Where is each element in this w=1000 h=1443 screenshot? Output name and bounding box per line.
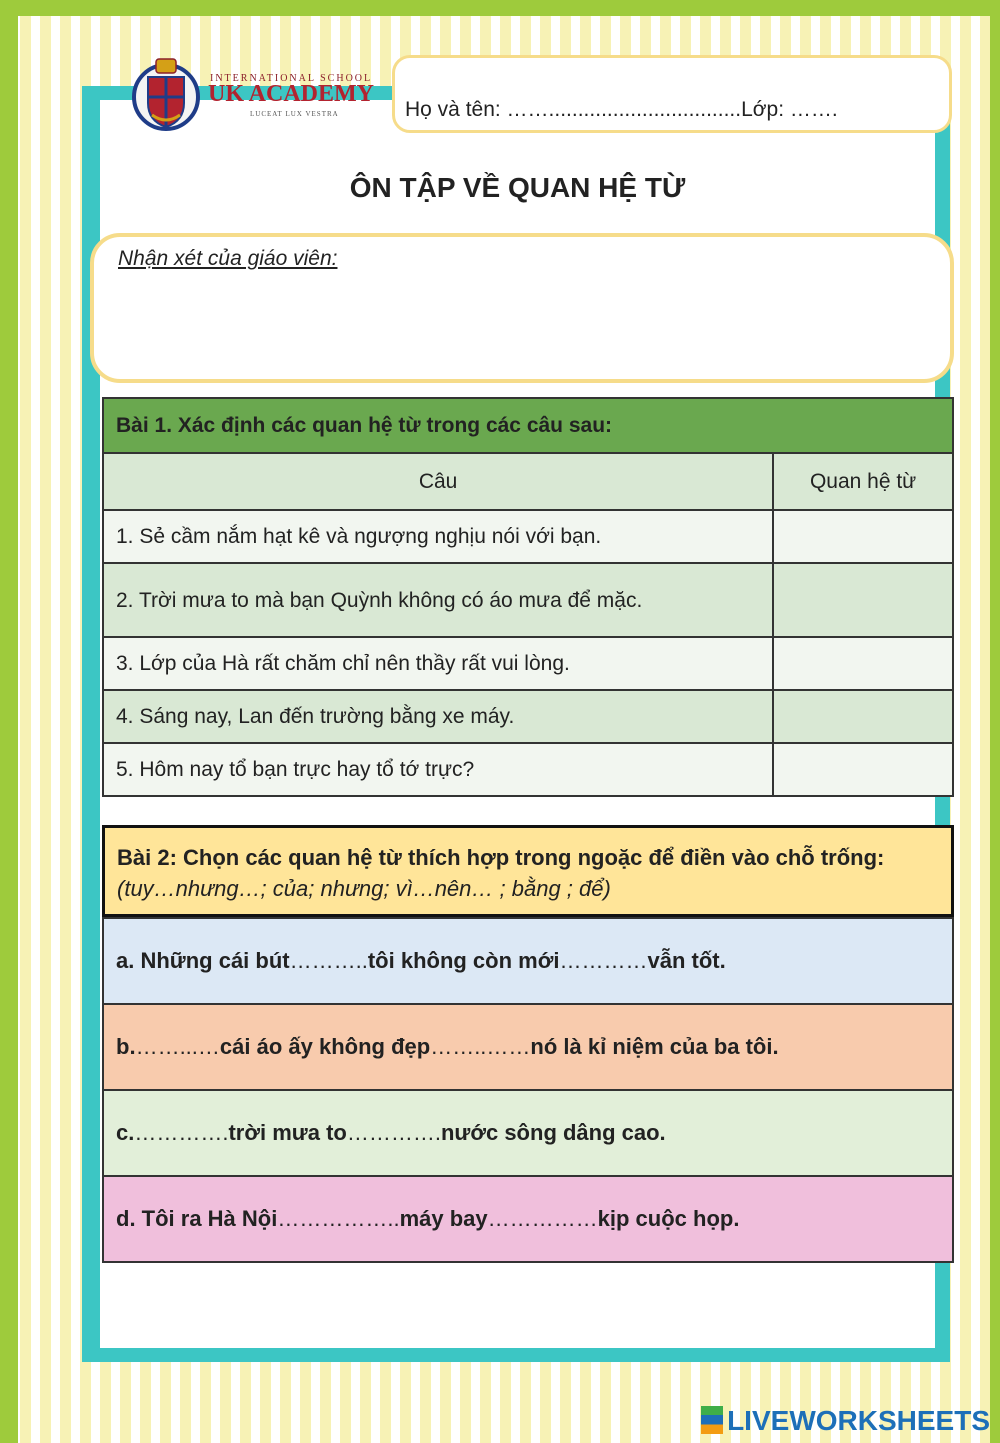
fill-text: c. xyxy=(116,1120,135,1145)
blank-input[interactable]: ……..…… xyxy=(430,1034,531,1059)
fill-text: nước sông dâng cao. xyxy=(440,1120,666,1145)
fill-item-b xyxy=(102,1003,954,1091)
fill-text: cái áo ấy không đẹp xyxy=(219,1034,431,1059)
teacher-comment-label: Nhận xét của giáo viên: xyxy=(118,247,338,270)
sentence-cell: 2. Trời mưa to mà bạn Quỳnh không có áo mưa để mặc. xyxy=(103,563,773,637)
fill-text: nó là kỉ niệm của ba tôi. xyxy=(530,1034,779,1059)
table-row xyxy=(103,743,953,796)
exercise-2-options: (tuy…nhưng…; của; nhưng; vì…nên… ; bằng ; để) xyxy=(117,876,611,901)
answer-input[interactable] xyxy=(773,690,953,743)
logo-name: UK ACADEMY xyxy=(208,81,374,107)
sentence-cell: 4. Sáng nay, Lan đến trường bằng xe máy. xyxy=(103,690,773,743)
exercise-1-table xyxy=(102,397,954,797)
blank-input[interactable]: …………. xyxy=(346,1120,441,1145)
sentence-cell: 1. Sẻ cầm nắm hạt kê và ngượng nghịu nói với bạn. xyxy=(103,510,773,563)
table-row xyxy=(103,510,953,563)
fill-text: a. Những cái bút xyxy=(116,948,290,973)
sentence-cell: 3. Lớp của Hà rất chăm chỉ nên thầy rất vui lòng. xyxy=(103,637,773,690)
student-info-box xyxy=(392,55,952,133)
fill-text: tôi không còn mới xyxy=(367,948,560,973)
liveworksheets-logo-icon xyxy=(701,1406,723,1434)
table-row xyxy=(103,690,953,743)
watermark-text: LIVEWORKSHEETS xyxy=(727,1405,990,1436)
fill-text: máy bay xyxy=(399,1206,488,1231)
exercise-2-heading-box xyxy=(102,825,954,917)
table-row xyxy=(103,637,953,690)
fill-item-c xyxy=(102,1089,954,1177)
fill-text: kịp cuộc họp. xyxy=(597,1206,740,1231)
column-header-sentence: Câu xyxy=(103,453,773,510)
crest-icon xyxy=(130,55,202,133)
answer-input[interactable] xyxy=(773,637,953,690)
name-class-field[interactable]: Họ và tên: …….................................Lớp: ……. xyxy=(405,98,838,121)
exercise-1-heading: Bài 1. Xác định các quan hệ từ trong các câu sau: xyxy=(103,398,953,453)
logo-motto: LUCEAT LUX VESTRA xyxy=(250,110,339,118)
fill-text: d. Tôi ra Hà Nội xyxy=(116,1206,278,1231)
fill-text: vẫn tốt. xyxy=(647,948,726,973)
exercise-2-heading: Bài 2: Chọn các quan hệ từ thích hợp trong ngoặc để điền vào chỗ trống: xyxy=(117,845,885,870)
fill-item-d xyxy=(102,1175,954,1263)
fill-item-a xyxy=(102,917,954,1005)
logo-subtitle: INTERNATIONAL SCHOOL xyxy=(210,73,373,84)
blank-input[interactable]: ……...… xyxy=(135,1034,220,1059)
answer-input[interactable] xyxy=(773,743,953,796)
blank-input[interactable]: …………. xyxy=(134,1120,229,1145)
column-header-answer: Quan hệ từ xyxy=(773,453,953,510)
answer-input[interactable] xyxy=(773,563,953,637)
teacher-comment-box xyxy=(90,233,954,383)
blank-input[interactable]: …………… xyxy=(487,1206,598,1231)
sentence-cell: 5. Hôm nay tổ bạn trực hay tổ tớ trực? xyxy=(103,743,773,796)
table-row xyxy=(103,563,953,637)
blank-input[interactable]: ……….. xyxy=(289,948,368,973)
answer-input[interactable] xyxy=(773,510,953,563)
page-title: ÔN TẬP VỀ QUAN HỆ TỪ xyxy=(349,172,686,203)
fill-text: b. xyxy=(116,1034,136,1059)
blank-input[interactable]: ………… xyxy=(559,948,648,973)
fill-text: trời mưa to xyxy=(228,1120,347,1145)
liveworksheets-watermark xyxy=(701,1405,990,1437)
blank-input[interactable]: …………….. xyxy=(277,1206,400,1231)
school-logo xyxy=(130,55,390,135)
